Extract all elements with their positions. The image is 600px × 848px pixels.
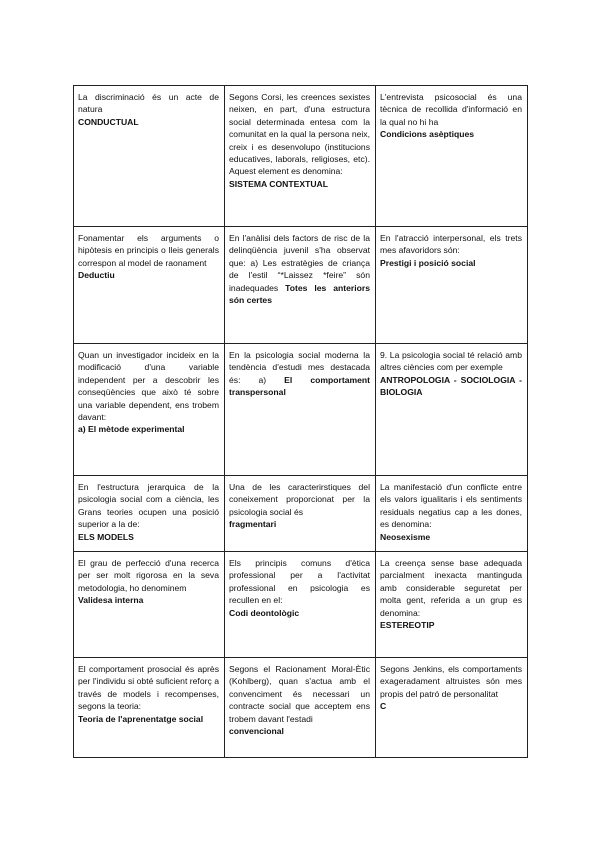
table-cell (74, 552, 225, 658)
answer-text: a) El mètode experimental (78, 424, 185, 435)
table-cell (225, 552, 376, 658)
answer-text: CONDUCTUAL (78, 116, 139, 127)
question-text: Una de les caracterirstiques del coneixement proporcionat per la psicologia social és (229, 482, 370, 517)
table-row (74, 227, 528, 344)
answer-text: Totes les anteriors són certes (229, 282, 370, 306)
question-text: En l'estructura jerarquica de la psicologia social com a ciència, les Grans teories ocupen una posició superior a la de: (78, 482, 219, 530)
answer-text: Neosexisme (380, 531, 431, 542)
question-text: El comportament prosocial és après per l'individu si obté suficient reforç a través de models i recompenses, segons la teoria: (78, 664, 219, 712)
table-cell (225, 344, 376, 476)
table-cell (376, 227, 528, 344)
table-cell (376, 344, 528, 476)
question-text: En l'anàlisi dels factors de risc de la delinqüència juvenil s'ha observat que: a) Les estratègies de criança de l'estil “*Laissez *feire” són inadequades (229, 233, 370, 293)
question-text: Fonamentar els arguments o hipòtesis en principis o lleis generals correspon al model de raonament (78, 233, 219, 268)
answer-text: ANTROPOLOGIA - SOCIOLOGIA - BIOLOGIA (380, 374, 522, 398)
answer-text: Prestigi i posició social (380, 257, 476, 268)
question-text: 9. La psicologia social té relació amb altres ciències com per exemple (380, 350, 522, 373)
answer-text: Validesa interna (78, 595, 144, 606)
question-text: Quan un investigador incideix en la modificació d'una variable independent per a descobrir les conseqüències que això té sobre una variable dependent, ens trobem davant: (78, 350, 219, 423)
table-cell (376, 552, 528, 658)
answer-text: convencional (229, 726, 284, 737)
table-cell (74, 344, 225, 476)
table-cell (74, 476, 225, 552)
answer-text: C (380, 701, 387, 712)
table-cell (376, 658, 528, 758)
question-text: En l'atracció interpersonal, els trets mes afavoridors són: (380, 233, 522, 256)
table-cell (74, 227, 225, 344)
table-cell (225, 227, 376, 344)
question-text: Els principis comuns d'ètica professional per a l'activitat professional en psicologia es recullen en el: (229, 558, 370, 606)
question-text: La creença sense base adequada parcialment inexacta mantinguda amb considerable seguretat per molta gent, referida a un grup es denomina: (380, 558, 522, 618)
table-cell (376, 86, 528, 227)
table-cell (225, 658, 376, 758)
question-text: L'entrevista psicosocial és una tècnica de recollida d'informació en la qual no hi ha (380, 92, 522, 127)
question-text: Segons Corsi, les creences sexistes neixen, en part, d'una estructura social determinada entesa com la comunitat en la qual la persona neix, creix i es desenvolupo (institucions educatives, laborals, religioses, etc). Aquest element es denomina: (229, 92, 370, 177)
quiz-table (73, 85, 528, 758)
answer-text: Condicions asèptiques (380, 129, 475, 140)
answer-text: ELS MODELS (78, 531, 134, 542)
question-text: En la psicologia social moderna la tendència d'estudi mes destacada és: a) (229, 350, 370, 385)
table-row (74, 476, 528, 552)
question-text: La discriminació és un acte de natura (78, 92, 219, 115)
table-row (74, 86, 528, 227)
table-cell (74, 86, 225, 227)
question-text: El grau de perfecció d'una recerca per ser molt rigorosa en la seva metodologia, ho denominem (78, 558, 219, 593)
table-cell (376, 476, 528, 552)
answer-text: Codi deontològic (229, 607, 300, 618)
answer-text: Deductiu (78, 270, 115, 281)
answer-text: fragmentari (229, 519, 277, 530)
answer-text: El comportament transpersonal (229, 374, 371, 398)
answer-text: SISTEMA CONTEXTUAL (229, 178, 328, 189)
table-cell (225, 86, 376, 227)
table-row (74, 658, 528, 758)
answer-text: ESTEREOTIP (380, 620, 435, 631)
question-text: La manifestació d'un conflicte entre els valors igualitaris i els sentiments residuals negatius cap a les dones, es denomina: (380, 482, 522, 530)
answer-text: Teoria de l'aprenentatge social (78, 713, 204, 724)
table-row (74, 552, 528, 658)
question-text: Segons el Racionament Moral-Ètic (Kohlberg), quan s'actua amb el convenciment és necessari un contracte social que acceptem ens trobem davant l'estadi (229, 664, 370, 724)
table-cell (74, 658, 225, 758)
table-row (74, 344, 528, 476)
table-cell (225, 476, 376, 552)
question-text: Segons Jenkins, els comportaments exageradament altruistes són mes propis del patró de personalitat (380, 664, 522, 699)
